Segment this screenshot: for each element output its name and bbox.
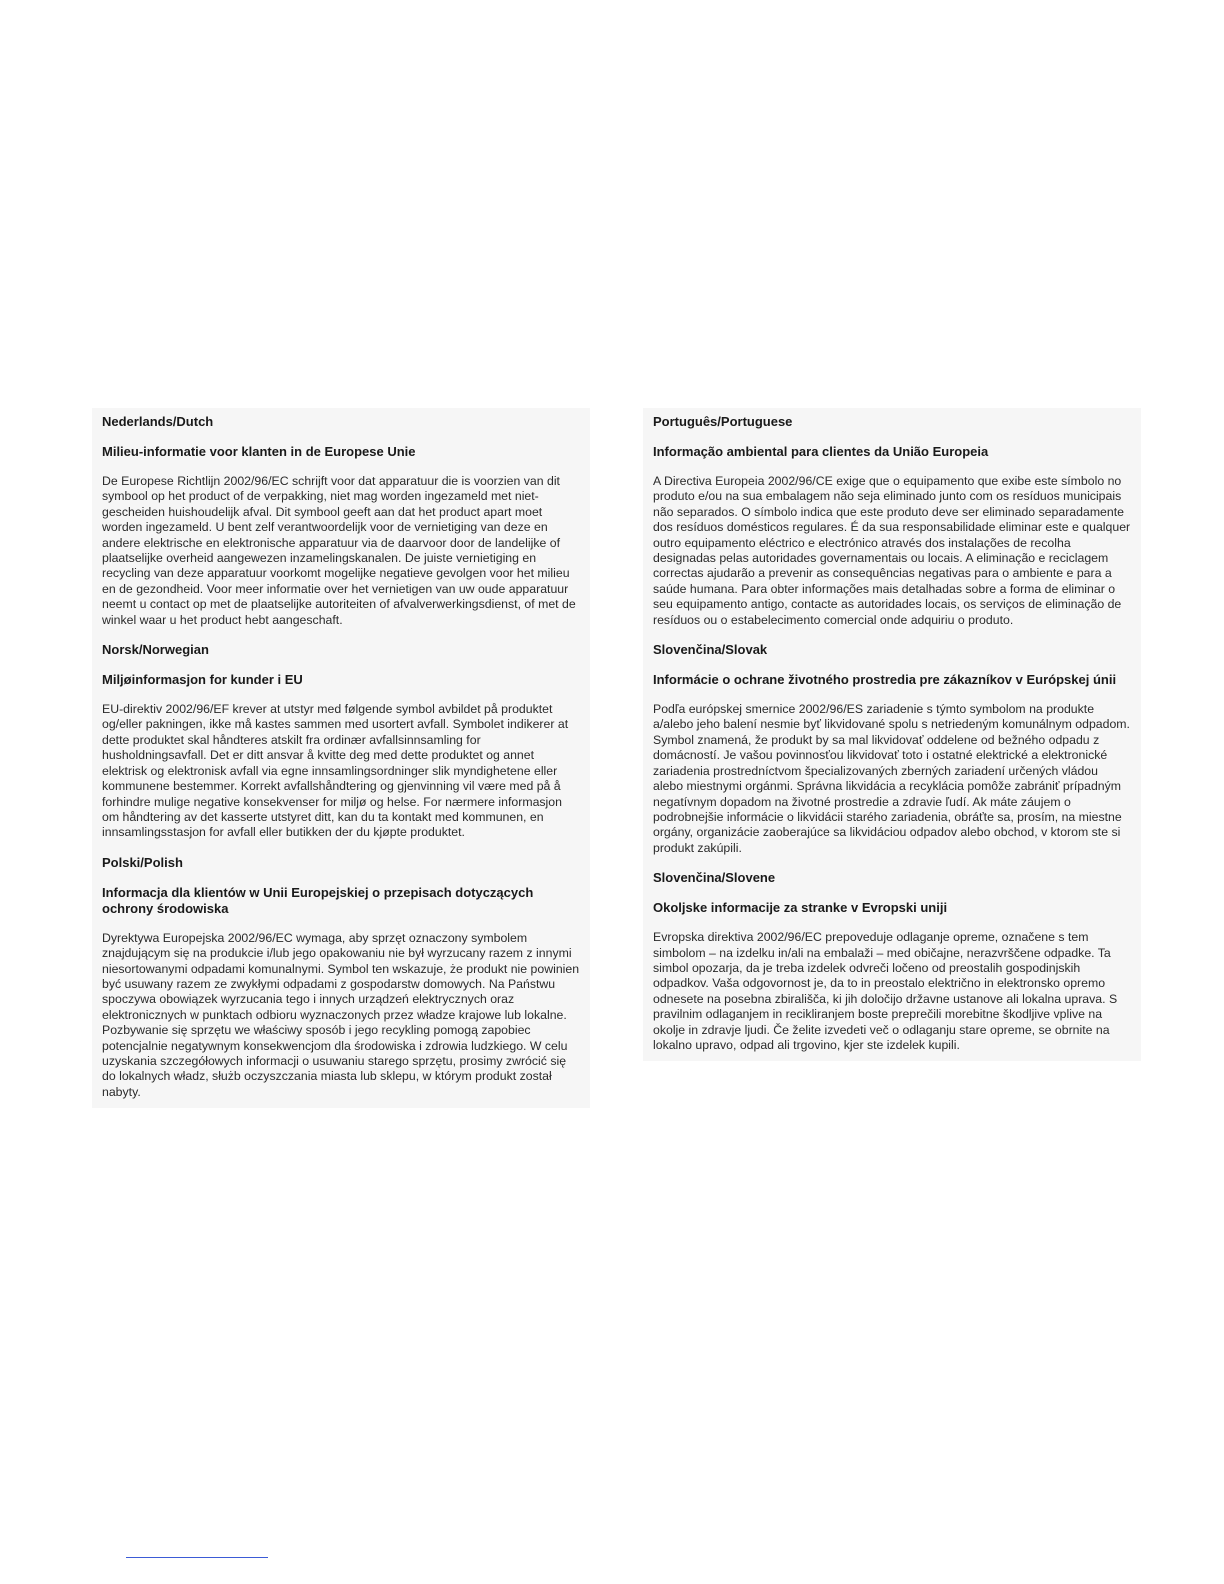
section-dutch <box>92 408 590 636</box>
section-slovak <box>643 636 1141 864</box>
language-heading: Norsk/Norwegian <box>102 642 209 658</box>
section-title: Informácie o ochrane životného prostredia pre zákazníkov v Európskej únii <box>653 672 1117 688</box>
section-portuguese <box>643 408 1141 636</box>
right-column <box>643 402 1141 1069</box>
section-body: Evropska direktiva 2002/96/EC prepoveduje odlaganje opreme, označene s tem simbolom – na izdelku in/ali na embalaži – med običajne, nerazvrščene odpadke. Ta simbol opozarja, da je treba izdelek odvreči ločeno od preostalih gospodinjskih odpadkov. Vaša odgovornost je, da to in preostalo električno in elektronsko opremo odnesete na posebna zbirališča, ki jih določijo državne ustanove ali lokalna uprava. S pravilnim odlaganjem in recikliranjem boste preprečili morebitne škodljive vplive na okolje in zdravje ljudi. Če želite izvedeti več o odlaganju stare opreme, se obrnite na lokalno upravo, odpad ali trgovino, kjer ste izdelek kupili. <box>653 930 1118 1052</box>
section-title: Okoljske informacije za stranke v Evropski uniji <box>653 900 948 916</box>
footnote-divider <box>126 1557 268 1558</box>
section-body: Podľa európskej smernice 2002/96/ES zariadenie s týmto symbolom na produkte a/alebo jeho balení nesmie byť likvidované spolu s netriedeným komunálnym odpadom. Symbol znamená, že produkt by sa mal likvidovať oddelene od bežného odpadu z domácností. Je vašou povinnosťou likvidovať toto i ostatné elektrické a elektronické zariadenia prostredníctvom špecializovaných zberných zariadení určených vládou alebo miestnymi orgánmi. Správna likvidácia a recyklácia pomôže zabrániť prípadným negatívnym dopadom na životné prostredie a zdravie ľudí. Ak máte záujem o podrobnejšie informácie o likvidácii starého zariadenia, obráťte sa, prosím, na miestne orgány, organizácie zaoberajúce sa likvidáciou odpadov alebo obchod, v ktorom ste si produkt zakúpili. <box>653 702 1130 855</box>
section-body: A Directiva Europeia 2002/96/CE exige que o equipamento que exibe este símbolo no produto e/ou na sua embalagem não seja eliminado junto com os resíduos municipais não separados. O símbolo indica que este produto deve ser eliminado separadamente dos resíduos domésticos regulares. É da sua responsabilidade eliminar este e qualquer outro equipamento eléctrico e electrónico através dos instalações de recolha designadas pelas autoridades governamentais ou locais. A eliminação e reciclagem correctas ajudarão a prevenir as consequências negativas para o ambiente e para a saúde humana. Para obter informações mais detalhadas sobre a forma de eliminar o seu equipamento antigo, contacte as autoridades locais, os serviços de eliminação de resíduos ou o estabelecimento comercial onde adquiriu o produto. <box>653 474 1131 627</box>
language-heading: Polski/Polish <box>102 854 183 870</box>
section-body: EU-direktiv 2002/96/EF krever at utstyr med følgende symbol avbildet på produktet og/eller pakningen, ikke må kastes sammen med usortert avfall. Symbolet indikerer at dette produktet skal håndteres atskilt fra ordinær avfallsinnsamling for husholdningsavfall. Det er ditt ansvar å kvitte deg med dette produktet og annet elektrisk og elektronisk avfall via egne innsamlingsordninger slik myndighetene eller kommunene bestemmer. Korrekt avfallshåndtering og gjenvinning vil være med på å forhindre mulige negative konsekvenser for miljø og helse. For nærmere informasjon om håndtering av det kasserte utstyret ditt, kan du ta kontakt med kommunen, en innsamlingsstasjon for avfall eller butikken der du kjøpte produktet. <box>102 702 569 840</box>
section-norwegian <box>92 636 590 849</box>
section-title: Informação ambiental para clientes da União Europeia <box>653 444 989 459</box>
section-slovene <box>643 864 1141 1061</box>
section-body: Dyrektywa Europejska 2002/96/EC wymaga, aby sprzęt oznaczony symbolem znajdującym się na produkcie i/lub jego opakowaniu nie był wyrzucany razem z innymi niesortowanymi odpadami komunalnymi. Symbol ten wskazuje, że produkt nie powinien być usuwany razem ze zwykłymi odpadami z gospodarstw domowych. Na Państwu spoczywa obowiązek wyrzucania tego i innych urządzeń elektrycznych oraz elektronicznych w punktach odbioru wyznaczonych przez władze krajowe lub lokalne. Pozbywanie się sprzętu we właściwy sposób i jego recykling pomogą zapobiec potencjalnie negatywnym konsekwencjom dla środowiska i zdrowia ludzkiego. W celu uzyskania szczegółowych informacji o usuwaniu starego sprzętu, prosimy zwrócić się do lokalnych władz, służb oczyszczania miasta lub sklepu, w którym produkt został nabyty. <box>102 930 580 1099</box>
language-heading: Slovenčina/Slovak <box>653 642 768 658</box>
language-heading: Slovenčina/Slovene <box>653 870 776 886</box>
left-column <box>92 402 590 1116</box>
section-title: Informacja dla klientów w Unii Europejskiej o przepisach dotyczących ochrony środowiska <box>102 884 534 916</box>
section-title: Miljøinformasjon for kunder i EU <box>102 672 303 688</box>
section-title: Milieu-informatie voor klanten in de Europese Unie <box>102 444 416 459</box>
language-heading: Nederlands/Dutch <box>102 414 214 429</box>
language-heading: Português/Portuguese <box>653 414 793 429</box>
section-polish <box>92 849 590 1108</box>
section-body: De Europese Richtlijn 2002/96/EC schrijft voor dat apparatuur die is voorzien van dit symbool op het product of de verpakking, niet mag worden ingezameld met niet-gescheiden huishoudelijk afval. Dit symbool geeft aan dat het product apart moet worden ingezameld. U bent zelf verantwoordelijk voor de vernietiging van deze en andere elektrische en elektronische apparatuur via de daarvoor door de landelijke of plaatselijke overheid aangewezen inzamelingskanalen. De juiste vernietiging en recycling van deze apparatuur voorkomt mogelijke negatieve gevolgen voor het milieu en de gezondheid. Voor meer informatie over het vernietigen van uw oude apparatuur neemt u contact op met de plaatselijke autoriteiten of afvalverwerkingsdienst, of met de winkel waar u het product hebt aangeschaft. <box>102 474 576 627</box>
